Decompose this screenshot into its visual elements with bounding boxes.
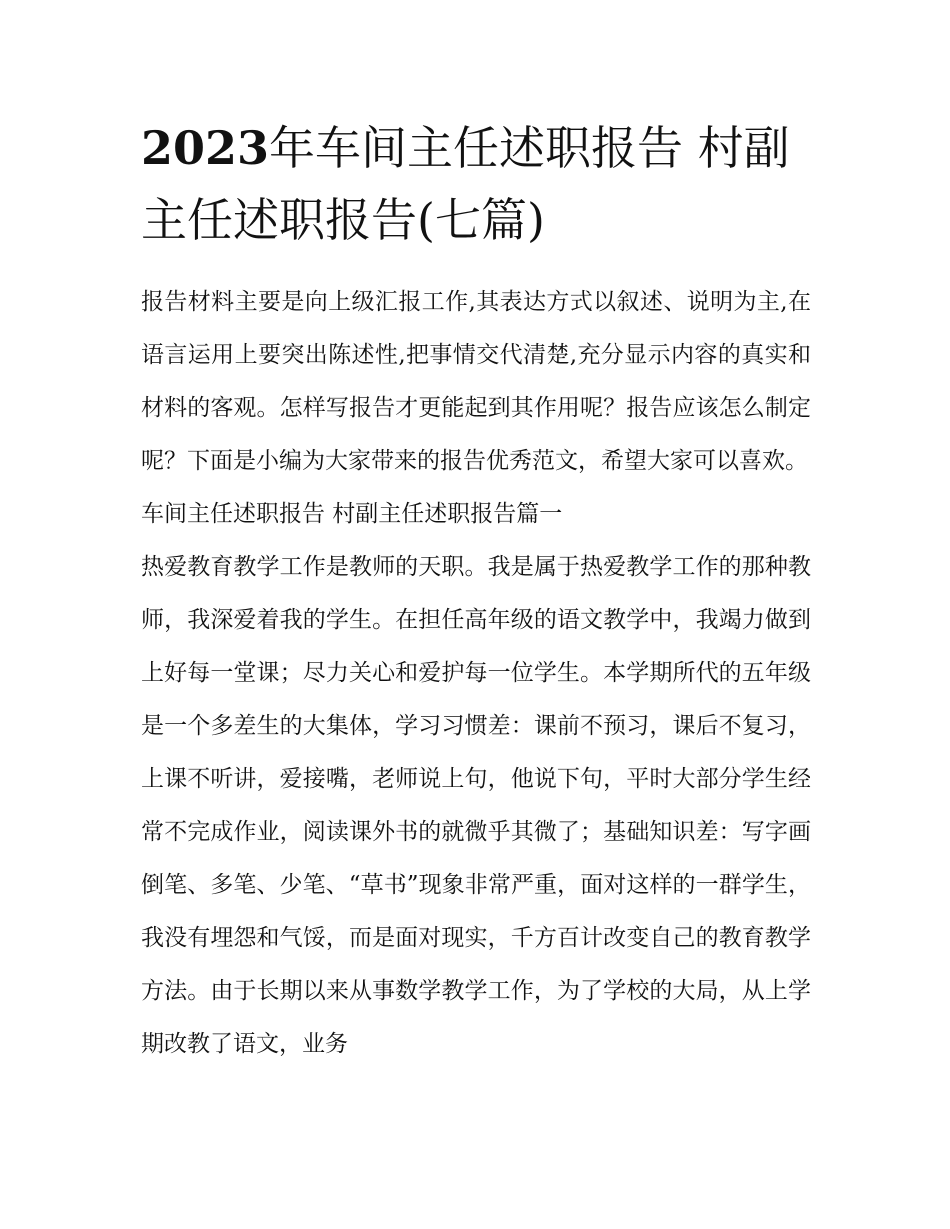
body-paragraph: 热爱教育教学工作是教师的天职。我是属于热爱教学工作的那种教师，我深爱着我的学生。在担任高年级的语文教学中，我竭力做到上好每一堂课；尽力关心和爱护每一位学生。本学期所代的五年级是一个多差生的大集体，学习习惯差：课前不预习，课后不复习，上课不听讲，爱接嘴，老师说上句，他说下句，平时大部分学生经常不完成作业，阅读课外书的就微乎其微了；基础知识差：写字画倒笔、多笔、少笔、“草书”现象非常严重，面对这样的一群学生，我没有埋怨和气馁，而是面对现实，千方百计改变自己的教育教学方法。由于长期以来从事数学教学工作，为了学校的大局，从上学期改教了语文，业务 bbox=[141, 554, 811, 1057]
title-text: 年车间主任述职报告 村副主任述职报告(七篇) bbox=[141, 121, 790, 247]
title-year: 2023 bbox=[141, 121, 270, 175]
section-heading: 车间主任述职报告 村副主任述职报告篇一 bbox=[141, 501, 563, 527]
intro-paragraph: 报告材料主要是向上级汇报工作,其表达方式以叙述、说明为主,在语言运用上要突出陈述性,把事情交代清楚,充分显示内容的真实和材料的客观。怎样写报告才更能起到其作用呢？报告应该怎么制定呢？下面是小编为大家带来的报告优秀范文，希望大家可以喜欢。 bbox=[141, 289, 811, 474]
document-body bbox=[141, 276, 811, 1071]
document-title bbox=[141, 112, 821, 256]
